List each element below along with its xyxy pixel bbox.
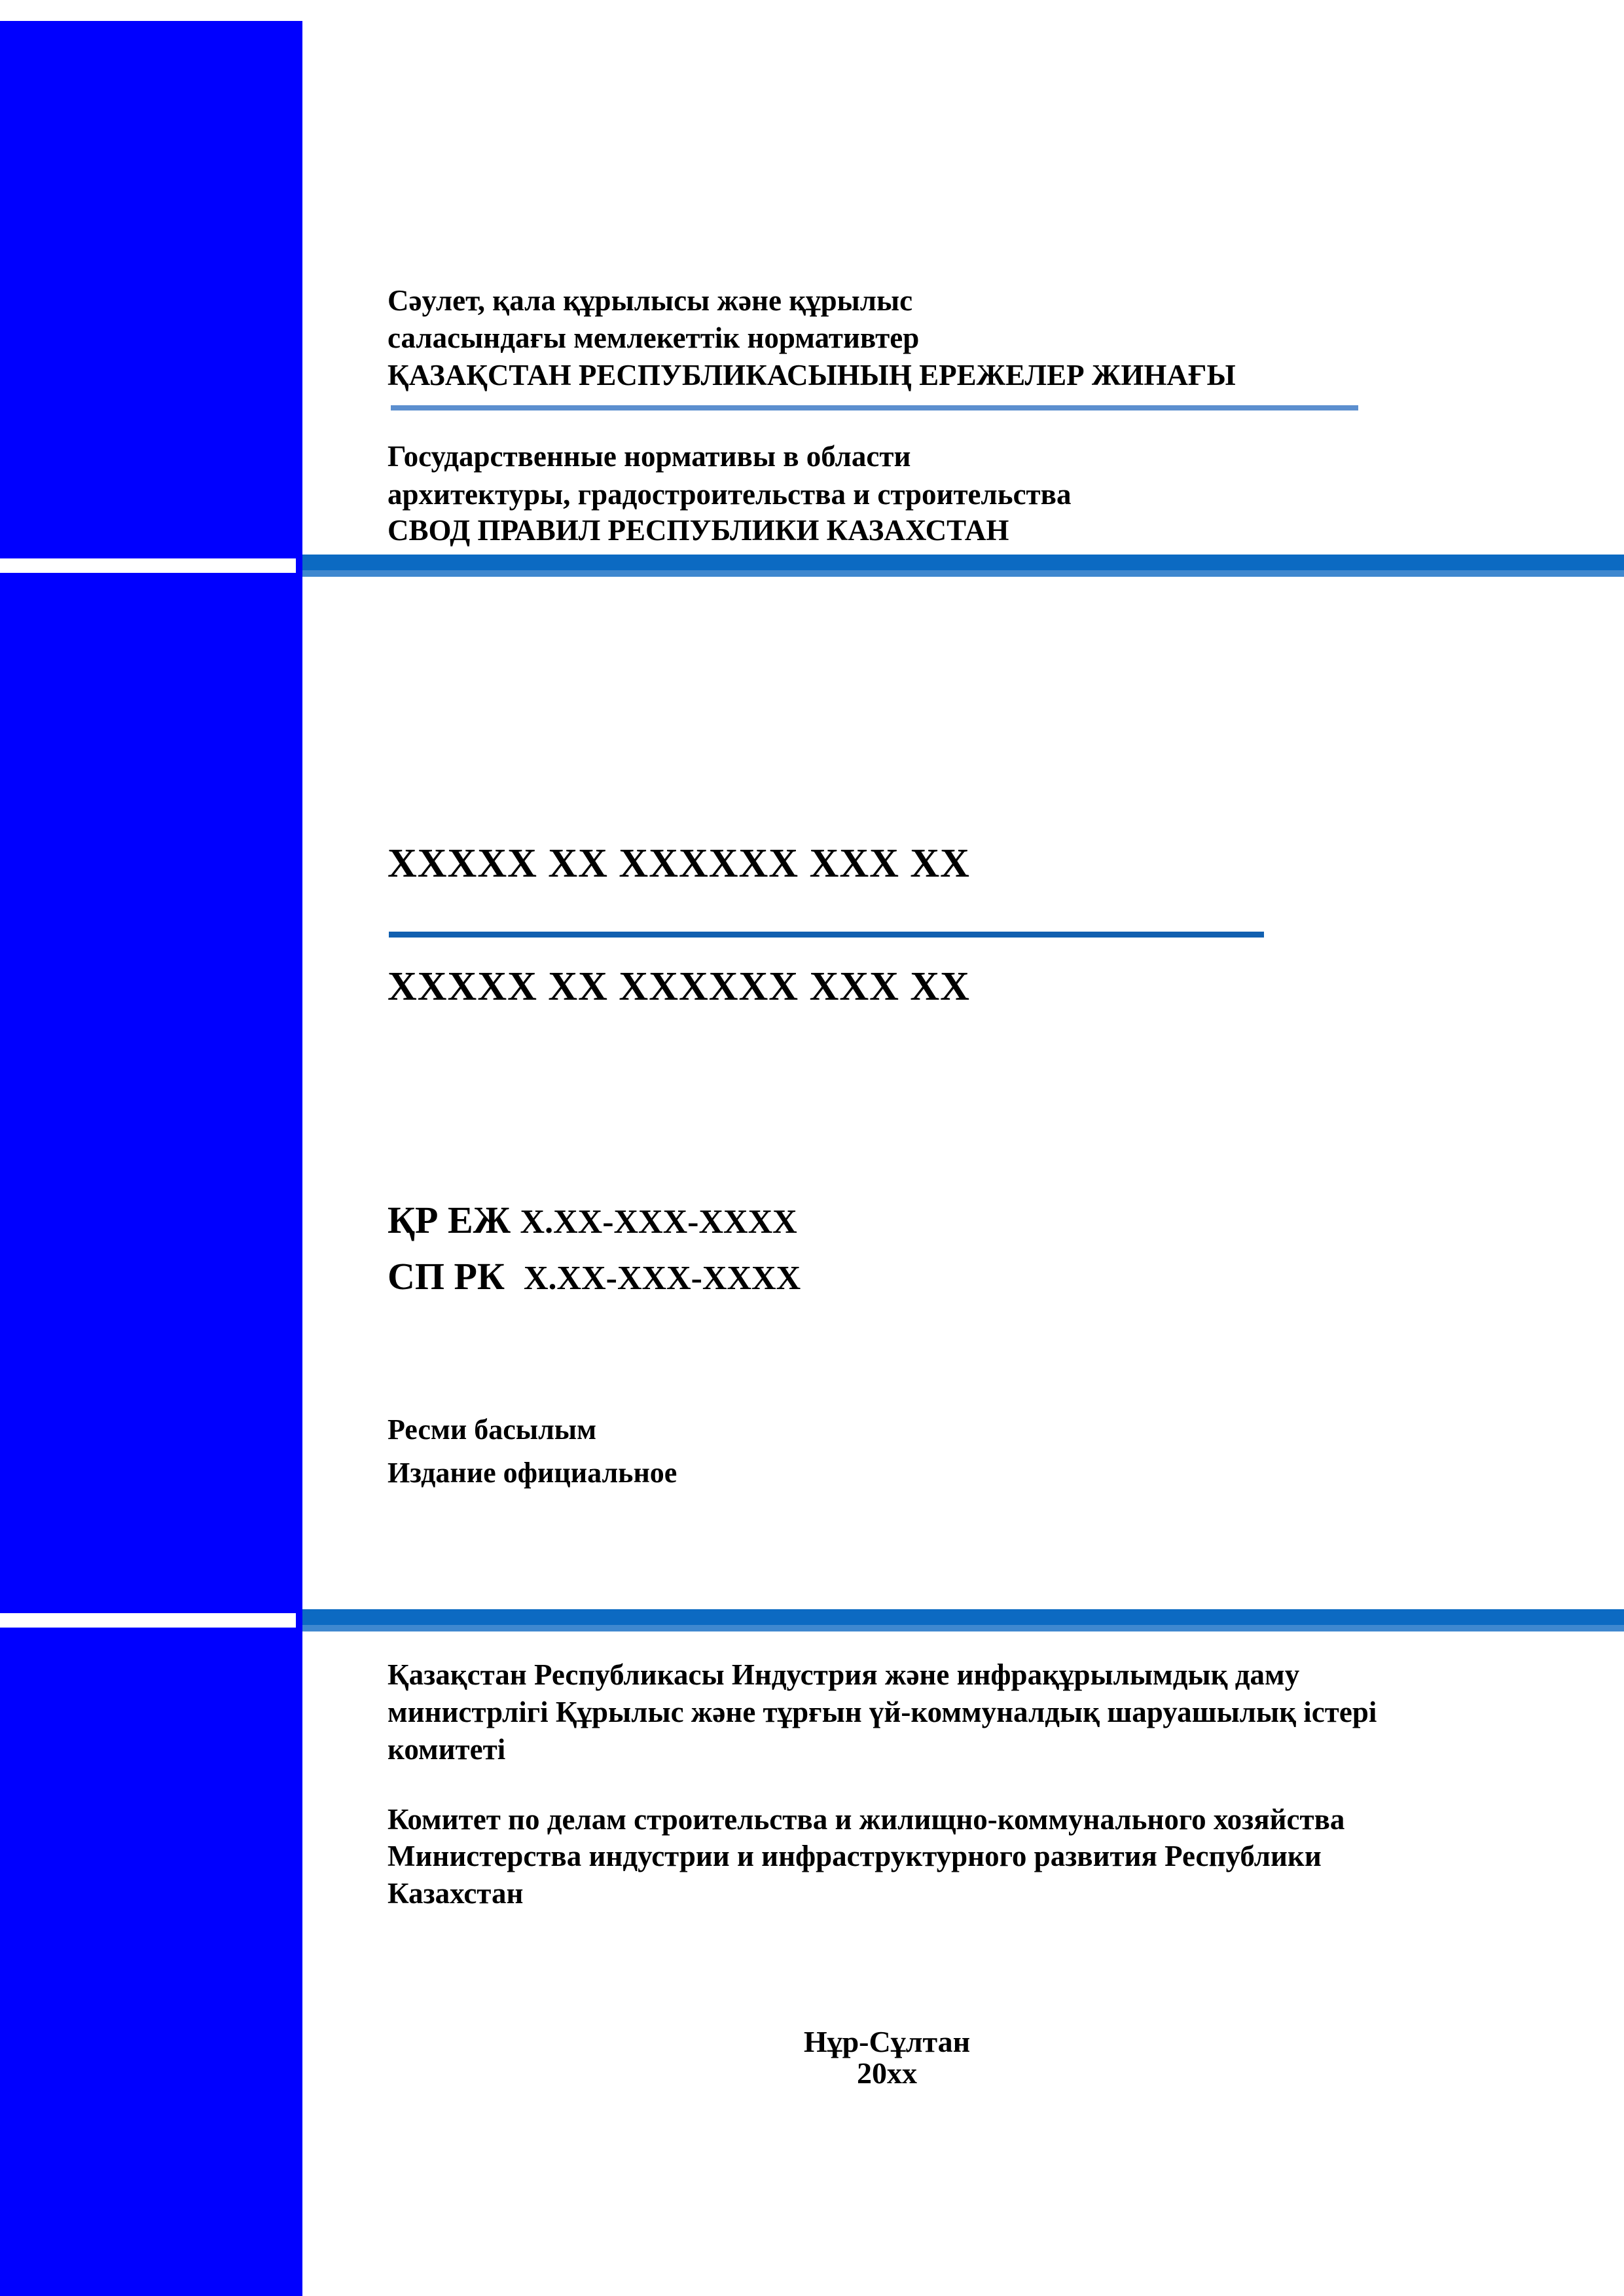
- footer-city: Нұр-Сұлтан: [803, 2025, 971, 2058]
- header-ru-line1: Государственные нормативы в области: [388, 440, 911, 473]
- committee-ru-line2: Министерства индустрии и инфраструктурного развития Республики: [388, 1840, 1322, 1872]
- code-ru-number: Х.ХХ-ХХХ-ХХХХ: [523, 1260, 801, 1297]
- document-title-kz: XXXXX XX XXXXXX XXX XX: [388, 841, 970, 886]
- code-kz-number: Х.ХХ-ХХХ-ХХХХ: [520, 1203, 797, 1241]
- sidebar-gap-bottom: [0, 1613, 296, 1628]
- footer-year: 20хх: [857, 2056, 917, 2090]
- committee-kz-line3: комитеті: [388, 1733, 506, 1766]
- code-kz: [388, 1201, 797, 1239]
- code-kz-prefix: ҚР ЕЖ: [388, 1199, 511, 1241]
- committee-kz-line2: министрлігі Құрылыс және тұрғын үй-коммуналдық шаруашылық істері: [388, 1696, 1377, 1728]
- header-kz-line2: саласындағы мемлекеттік нормативтер: [388, 321, 920, 354]
- title-divider: [389, 932, 1264, 938]
- header-divider: [391, 405, 1358, 410]
- committee-ru-line1: Комитет по делам строительства и жилищно-коммунального хозяйства: [388, 1803, 1345, 1836]
- header-kz-line1: Сәулет, қала құрылысы және құрылыс: [388, 284, 913, 317]
- header-kz-line3: ҚАЗАҚСТАН РЕСПУБЛИКАСЫНЫҢ ЕРЕЖЕЛЕР ЖИНАҒЫ: [388, 359, 1236, 392]
- header-ru-line3: СВОД ПРАВИЛ РЕСПУБЛИКИ КАЗАХСТАН: [388, 514, 1009, 547]
- document-title-ru: XXXXX XX XXXXXX XXX XX: [388, 964, 970, 1009]
- committee-ru-line3: Казахстан: [388, 1877, 524, 1910]
- edition-ru: Издание официальное: [388, 1457, 677, 1489]
- header-ru-line2: архитектуры, градостроительства и строительства: [388, 478, 1072, 511]
- code-ru-prefix: СП РК: [388, 1255, 505, 1298]
- sidebar-gap-top: [0, 558, 296, 573]
- code-ru: [388, 1255, 801, 1298]
- blue-band-bottom: [302, 1609, 1624, 1631]
- blue-band-top: [302, 555, 1624, 577]
- blue-sidebar: [0, 21, 302, 2296]
- edition-kz: Ресми басылым: [388, 1413, 597, 1446]
- committee-kz-line1: Қазақстан Республикасы Индустрия және инфрақұрылымдық даму: [388, 1658, 1300, 1691]
